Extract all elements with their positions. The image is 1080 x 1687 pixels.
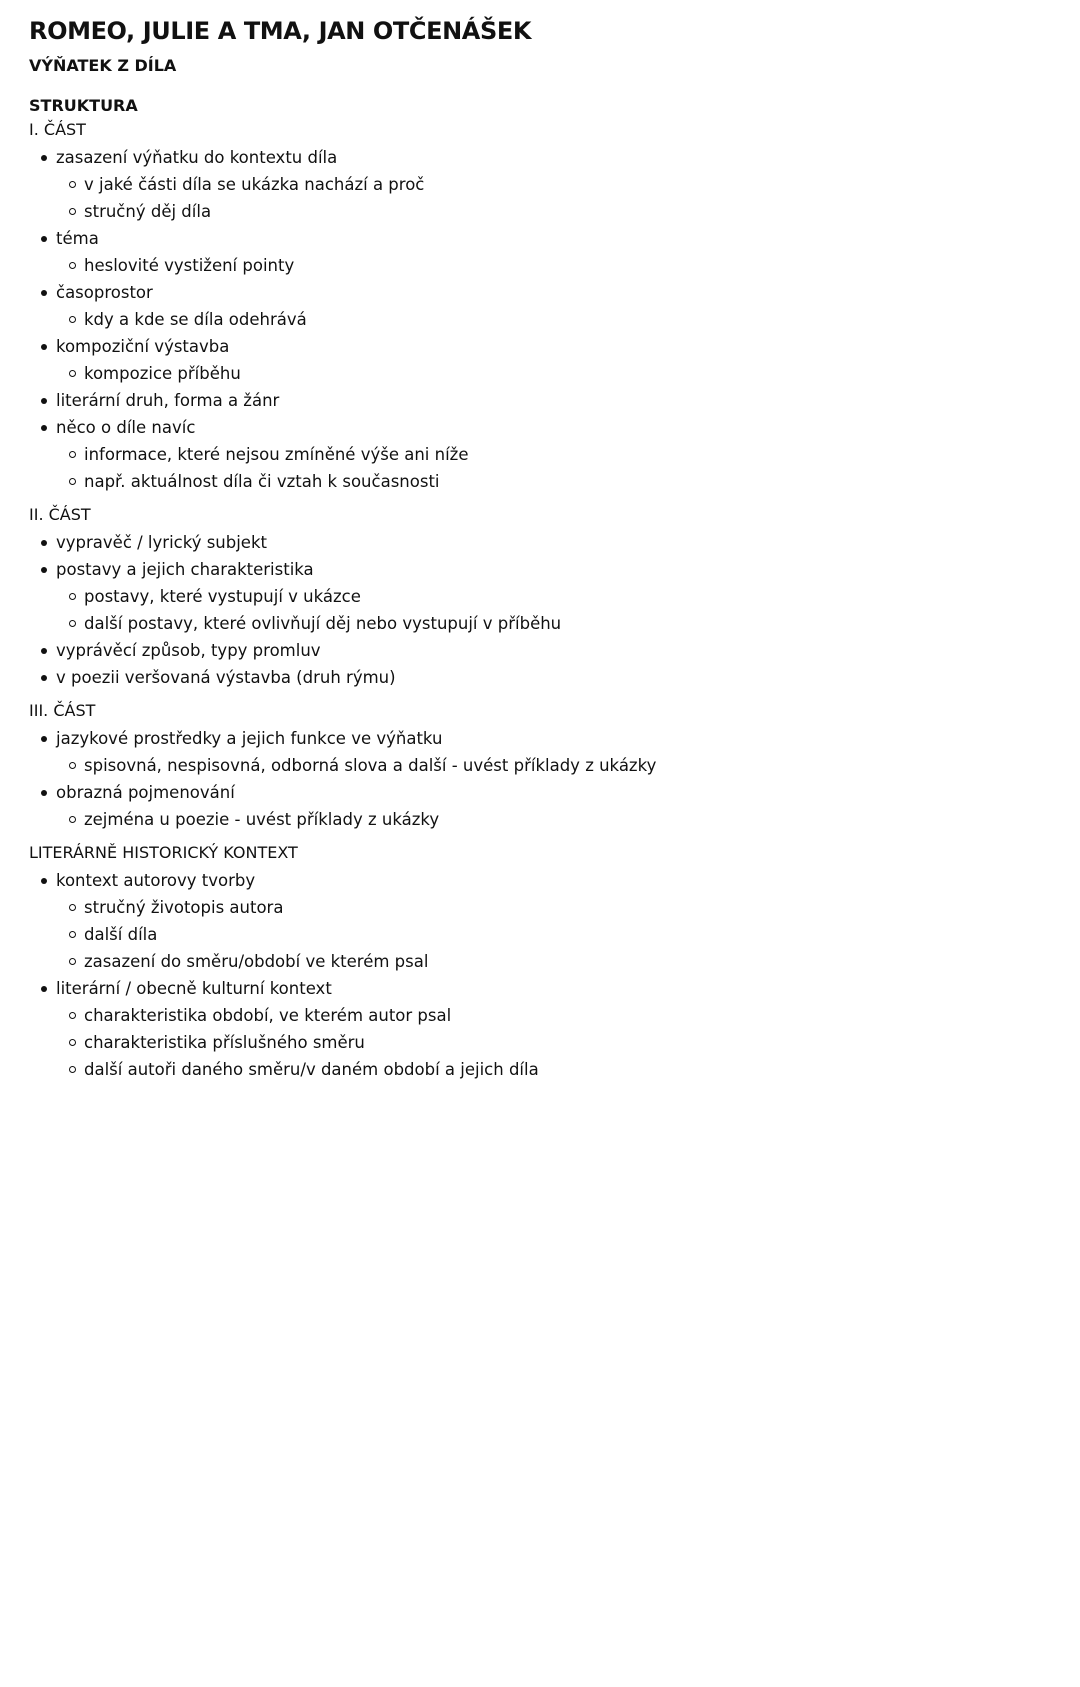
sub-list-item — [84, 752, 1051, 779]
sub-list-item-text: kdy a kde se díla odehrává — [84, 310, 307, 329]
list-item-text: téma — [56, 229, 99, 248]
list-item — [56, 529, 1051, 556]
list-item-text: kontext autorovy tvorby — [56, 871, 256, 890]
list-item — [56, 779, 1051, 833]
sub-list-item-text: zasazení do směru/období ve kterém psal — [84, 952, 429, 971]
sub-list-item-text: v jaké části díla se ukázka nachází a proč — [84, 175, 425, 194]
list-item — [56, 414, 1051, 495]
sub-list-item — [84, 1002, 1051, 1029]
outline — [29, 118, 1051, 1083]
sub-list-item-text: další autoři daného směru/v daném období a jejich díla — [84, 1060, 539, 1079]
sub-list-item — [84, 1029, 1051, 1056]
bullet-list — [29, 529, 1051, 691]
bullet-circle-icon — [69, 262, 76, 269]
sub-list-item — [84, 360, 1051, 387]
bullet-dot-icon — [41, 675, 47, 681]
list-item-text: vyprávěcí způsob, typy promluv — [56, 641, 321, 660]
sub-bullet-list — [56, 171, 1051, 225]
list-item-text: jazykové prostředky a jejich funkce ve výňatku — [56, 729, 443, 748]
part-heading: II. ČÁST — [29, 505, 91, 524]
bullet-dot-icon — [41, 648, 47, 654]
sub-list-item — [84, 610, 1051, 637]
sub-bullet-list — [56, 806, 1051, 833]
bullet-circle-icon — [69, 451, 76, 458]
document-subtitle: VÝŇATEK Z DÍLA — [29, 56, 177, 75]
bullet-circle-icon — [69, 316, 76, 323]
list-item — [56, 975, 1051, 1083]
bullet-dot-icon — [41, 790, 47, 796]
sub-list-item-text: stručný děj díla — [84, 202, 212, 221]
bullet-dot-icon — [41, 567, 47, 573]
list-item — [56, 867, 1051, 975]
bullet-circle-icon — [69, 370, 76, 377]
sub-list-item-text: další díla — [84, 925, 158, 944]
sub-bullet-list — [56, 894, 1051, 975]
bullet-dot-icon — [41, 398, 47, 404]
sub-list-item-text: kompozice příběhu — [84, 364, 241, 383]
sub-list-item-text: stručný životopis autora — [84, 898, 284, 917]
sub-list-item — [84, 1056, 1051, 1083]
bullet-list — [29, 725, 1051, 833]
sub-list-item — [84, 948, 1051, 975]
bullet-dot-icon — [41, 986, 47, 992]
bullet-circle-icon — [69, 593, 76, 600]
bullet-dot-icon — [41, 425, 47, 431]
sub-list-item — [84, 806, 1051, 833]
sub-list-item-text: heslovité vystižení pointy — [84, 256, 295, 275]
bullet-circle-icon — [69, 208, 76, 215]
list-item — [56, 664, 1051, 691]
sub-bullet-list — [56, 306, 1051, 333]
sub-bullet-list — [56, 752, 1051, 779]
list-item-text: literární druh, forma a žánr — [56, 391, 280, 410]
sub-list-item-text: spisovná, nespisovná, odborná slova a další - uvést příklady z ukázky — [84, 756, 657, 775]
bullet-circle-icon — [69, 762, 76, 769]
sub-list-item — [84, 252, 1051, 279]
sub-bullet-list — [56, 360, 1051, 387]
bullet-circle-icon — [69, 958, 76, 965]
list-item-text: obrazná pojmenování — [56, 783, 235, 802]
sub-list-item — [84, 583, 1051, 610]
list-item-text: kompoziční výstavba — [56, 337, 230, 356]
list-item — [56, 279, 1051, 333]
list-item-text: zasazení výňatku do kontextu díla — [56, 148, 338, 167]
outline-part — [29, 118, 1051, 495]
sub-list-item-text: informace, které nejsou zmíněné výše ani níže — [84, 445, 469, 464]
bullet-circle-icon — [69, 478, 76, 485]
bullet-dot-icon — [41, 540, 47, 546]
sub-bullet-list — [56, 252, 1051, 279]
bullet-circle-icon — [69, 1066, 76, 1073]
sub-list-item — [84, 894, 1051, 921]
bullet-dot-icon — [41, 736, 47, 742]
bullet-dot-icon — [41, 878, 47, 884]
bullet-circle-icon — [69, 904, 76, 911]
section-heading-struktura: STRUKTURA — [29, 96, 138, 115]
outline-part — [29, 699, 1051, 833]
sub-list-item-text: charakteristika období, ve kterém autor psal — [84, 1006, 452, 1025]
bullet-list — [29, 144, 1051, 495]
bullet-circle-icon — [69, 931, 76, 938]
sub-list-item — [84, 171, 1051, 198]
bullet-circle-icon — [69, 1039, 76, 1046]
outline-part — [29, 503, 1051, 691]
list-item — [56, 725, 1051, 779]
list-item — [56, 144, 1051, 225]
part-heading: LITERÁRNĚ HISTORICKÝ KONTEXT — [29, 843, 298, 862]
sub-list-item — [84, 306, 1051, 333]
list-item — [56, 387, 1051, 414]
part-heading: III. ČÁST — [29, 701, 96, 720]
sub-list-item — [84, 198, 1051, 225]
list-item-text: něco o díle navíc — [56, 418, 196, 437]
sub-list-item-text: postavy, které vystupují v ukázce — [84, 587, 361, 606]
bullet-circle-icon — [69, 816, 76, 823]
list-item-text: v poezii veršovaná výstavba (druh rýmu) — [56, 668, 396, 687]
list-item-text: literární / obecně kulturní kontext — [56, 979, 332, 998]
sub-list-item — [84, 441, 1051, 468]
list-item — [56, 225, 1051, 279]
bullet-dot-icon — [41, 290, 47, 296]
sub-bullet-list — [56, 583, 1051, 637]
bullet-dot-icon — [41, 155, 47, 161]
sub-list-item-text: charakteristika příslušného směru — [84, 1033, 365, 1052]
bullet-circle-icon — [69, 181, 76, 188]
list-item-text: postavy a jejich charakteristika — [56, 560, 314, 579]
outline-part — [29, 841, 1051, 1083]
list-item-text: časoprostor — [56, 283, 153, 302]
sub-list-item — [84, 468, 1051, 495]
list-item — [56, 637, 1051, 664]
part-heading: I. ČÁST — [29, 120, 86, 139]
sub-bullet-list — [56, 1002, 1051, 1083]
sub-list-item-text: např. aktuálnost díla či vztah k současnosti — [84, 472, 440, 491]
bullet-list — [29, 867, 1051, 1083]
list-item-text: vypravěč / lyrický subjekt — [56, 533, 267, 552]
list-item — [56, 333, 1051, 387]
document-title: ROMEO, JULIE A TMA, JAN OTČENÁŠEK — [29, 17, 532, 45]
bullet-circle-icon — [69, 1012, 76, 1019]
sub-list-item-text: další postavy, které ovlivňují děj nebo vystupují v příběhu — [84, 614, 562, 633]
bullet-dot-icon — [41, 236, 47, 242]
list-item — [56, 556, 1051, 637]
bullet-circle-icon — [69, 620, 76, 627]
sub-list-item — [84, 921, 1051, 948]
sub-list-item-text: zejména u poezie - uvést příklady z ukázky — [84, 810, 440, 829]
bullet-dot-icon — [41, 344, 47, 350]
sub-bullet-list — [56, 441, 1051, 495]
